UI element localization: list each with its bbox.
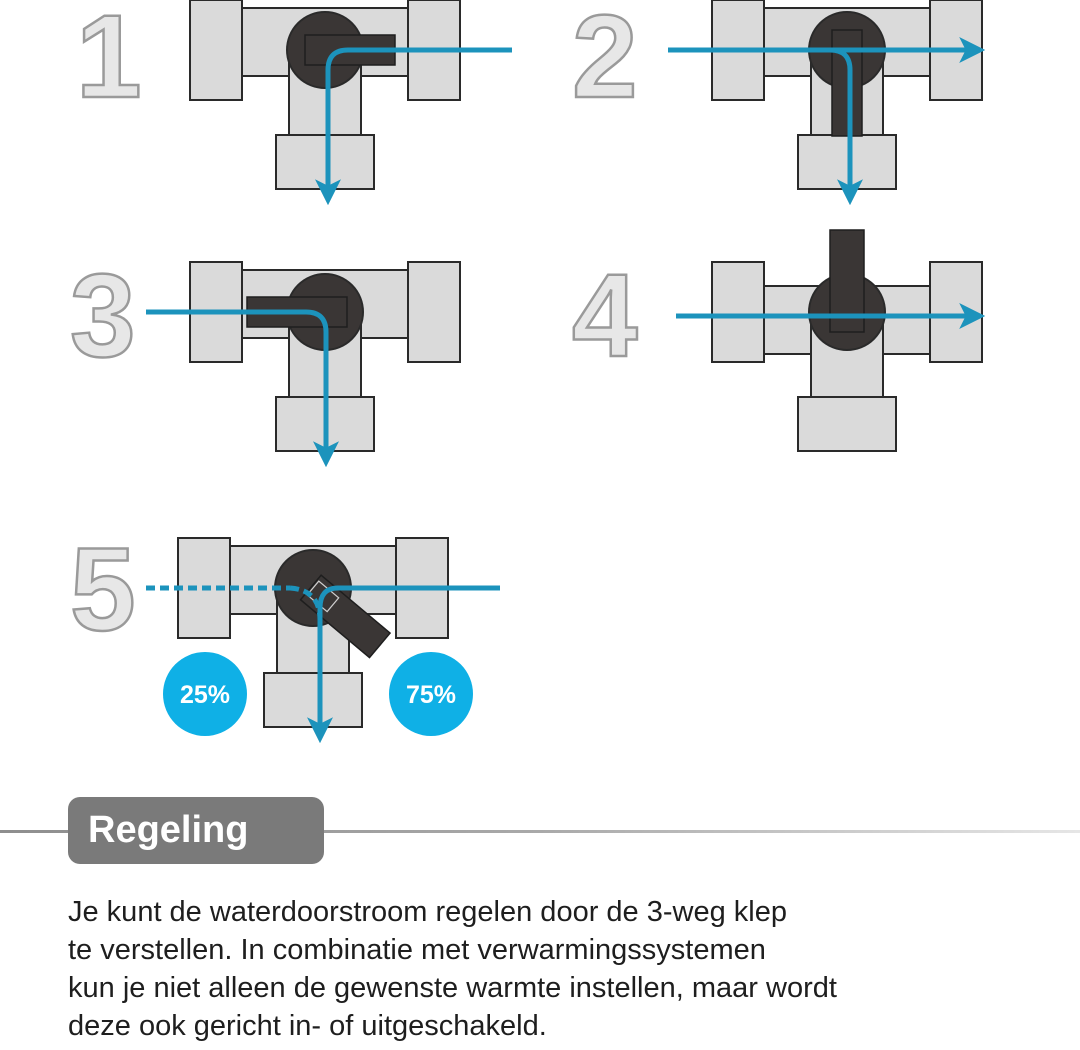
- step-2: [572, 0, 982, 200]
- svg-text:75%: 75%: [405, 681, 457, 709]
- paragraph-line: te verstellen. In combinatie met verwarmingssystemen: [68, 934, 766, 966]
- three-way-valve-icon: [712, 230, 982, 451]
- three-way-valve-icon: [190, 0, 460, 189]
- percent-badge-right: [389, 652, 473, 736]
- step-5: [70, 524, 500, 738]
- paragraph-line: Je kunt de waterdoorstroom regelen door de 3-weg klep: [68, 896, 787, 928]
- svg-text:25%: 25%: [179, 681, 231, 709]
- section-title: Regeling: [68, 797, 324, 864]
- step-number: 3: [70, 250, 136, 382]
- paragraph-line: deze ook gericht in- of uitgeschakeld.: [68, 1010, 547, 1042]
- description-paragraph: [68, 893, 1058, 1045]
- step-1: [76, 0, 512, 200]
- percent-badge-left: [163, 652, 247, 736]
- step-number: 2: [572, 0, 638, 123]
- step-4: [572, 230, 982, 451]
- step-number: 1: [76, 0, 142, 123]
- paragraph-line: kun je niet alleen de gewenste warmte instellen, maar wordt: [68, 972, 837, 1004]
- three-way-valve-icon: [712, 0, 982, 189]
- step-3: [70, 250, 460, 462]
- step-number: 4: [572, 250, 638, 382]
- step-number: 5: [70, 524, 136, 656]
